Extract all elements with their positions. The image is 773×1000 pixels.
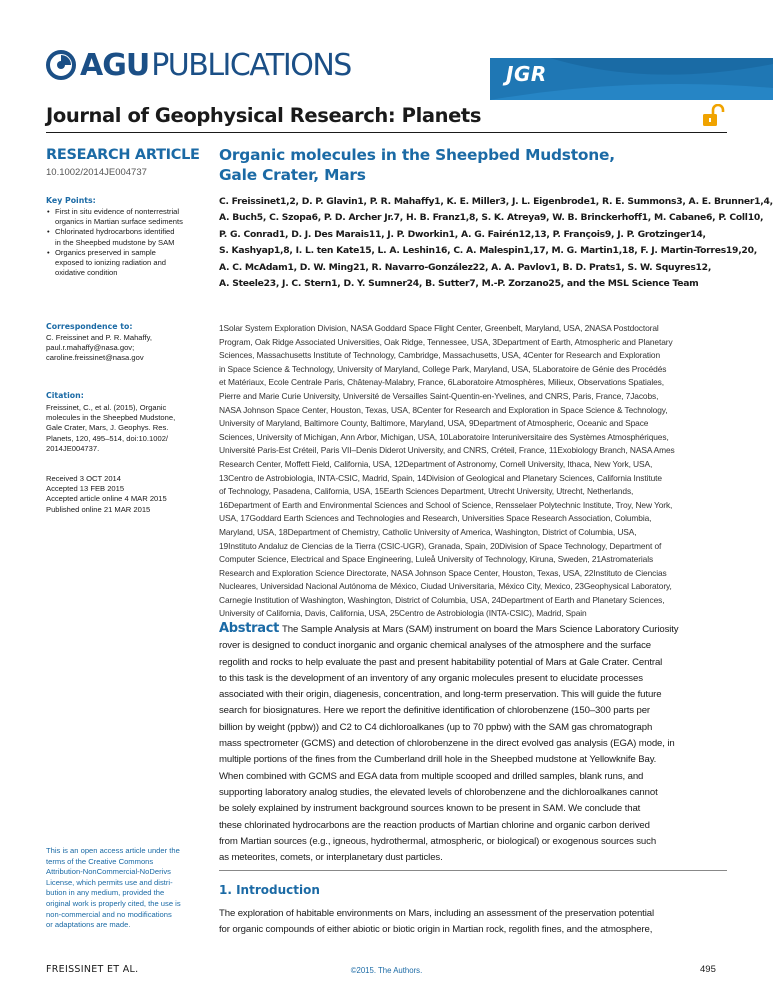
author-line: A. Buch5, C. Szopa6, P. D. Archer Jr.7, H. B. Franz1,8, S. K. Atreya9, W. B. Brinckerhoff1, M. Cabane6, P. Coll10,	[219, 212, 764, 224]
affiliation-line: Université Paris-Est Créteil, Paris VII–Denis Diderot University, and CNRS, Créteil, France, 11Exobiology Branch, NASA Ames	[219, 445, 675, 456]
affiliation-line: Maryland, USA, 18Department of Chemistry, Catholic University of America, Washington, District of Columbia, USA,	[219, 526, 637, 537]
email-link[interactable]: caroline.freissinet@nasa.gov	[46, 353, 144, 363]
affiliation-line: Program, Oak Ridge Associated Universities, Oak Ridge, Tennessee, USA, 3Department of Earth, Atmospheric and Planetary	[219, 336, 673, 347]
affiliation-line: of Technology, Pasadena, California, USA, 15Earth Sciences Department, Utrecht University, Utrecht, Netherlands,	[219, 486, 634, 497]
author-line: A. C. McAdam1, D. W. Ming21, R. Navarro-González22, A. A. Pavlov1, B. D. Prats1, S. W. Squyres12,	[219, 261, 712, 273]
open-access-lock-icon	[700, 104, 726, 128]
affiliation-line: in Space Science & Technology, University of Maryland, College Park, Maryland, USA, 5Laboratoire de Génie des Procédés	[219, 363, 667, 374]
abstract-line: these chlorinated hydrocarbons are the reaction products of Martian chlorine and organic carbon derived	[219, 819, 650, 831]
affiliation-line: NASA Johnson Space Center, Houston, Texas, USA, 8Center for Research and Exploration in Space Science & Technology,	[219, 404, 668, 415]
key-point: • Organics preserved in sample exposed to ionizing radiation and oxidative condition	[46, 248, 206, 279]
accepted-date: Accepted 13 FEB 2015	[46, 484, 125, 494]
abstract-line: regolith and rocks to help evaluate the past and present habitability potential of Mars at Gale Crater. Central	[219, 656, 663, 668]
paper-title: Organic molecules in the Sheepbed Mudstone, Gale Crater, Mars	[219, 146, 615, 184]
received-date: Received 3 OCT 2014	[46, 474, 121, 483]
publication-dates	[46, 474, 206, 515]
abstract-first-line: Abstract The Sample Analysis at Mars (SAM) instrument on board the Mars Science Laboratory Curiosity	[219, 621, 679, 636]
affiliation-line: Carnegie Institution of Washington, Washington, District of Columbia, USA, 24Department of Earth and Planetary Sciences,	[219, 594, 665, 605]
citation-block: Freissinet, C., et al. (2015), Organic molecules in the Sheepbed Mudstone, Gale Crater, Mars, J. Geophys. Res. Planets, 120, 495–514, doi:10.1002/ 2014JE004737.	[46, 403, 176, 453]
abstract-line: search for biosignatures. Here we report the definitive identification of chlorobenzene (150–300 parts per	[219, 705, 650, 717]
affiliation-line: 19Instituto Andaluz de Ciencias de la Tierra (CSIC-UGR), Granada, Spain, 20Division of Space Technology, Department of	[219, 540, 662, 551]
journal-title: Journal of Geophysical Research: Planets	[46, 104, 482, 127]
affiliations	[219, 322, 731, 621]
affiliation-line: 13Centro de Astrobiologia, INTA-CSIC, Madrid, Spain, 14Division of Geological and Planetary Sciences, California Institute	[219, 472, 662, 483]
affiliation-line: Nucleares, Universidad Nacional Autónoma de México, Ciudad Universitaria, México City, Mexico, 23Geophysical Laboratory,	[219, 581, 672, 592]
abstract-line: rover is designed to conduct inorganic and organic chemical analyses of the atmosphere and the surface	[219, 640, 652, 652]
abstract-line: associated with their origin, diagenesis, concentration, and long-term preservation. This will guide the future	[219, 689, 662, 701]
affiliation-line: University of Maryland, Baltimore County, Baltimore, Maryland, USA, 9Department of Atmospheric, Oceanic and Space	[219, 418, 649, 429]
affiliation-line: 16Department of Earth and Environmental Sciences and School of Science, Rensselaer Polytechnic Institute, Troy, New York,	[219, 499, 673, 510]
abstract-line: from Martian sources (e.g., igneous, hydrothermal, atmospheric, or biological) or exogenous sources such	[219, 835, 657, 847]
author-line: S. Kashyap1,8, I. L. ten Kate15, L. A. Leshin16, C. A. Malespin1,17, M. G. Martin1,18, F. J. Martin-Torres19,20,	[219, 245, 757, 257]
footer-author: FREISSINET ET AL.	[46, 964, 139, 975]
key-points-heading: Key Points:	[46, 196, 96, 205]
abstract-line: multiple portions of the fines from the Cumberland drill hole in the Sheepbed mudstone at Yellowknife Bay.	[219, 754, 657, 766]
abstract-line: to this task is the development of an inventory of any organic molecules present to elucidate processes	[219, 672, 643, 684]
email-link[interactable]: paul.r.mahaffy@nasa.gov;	[46, 343, 135, 353]
abstract	[219, 621, 731, 866]
intro-line: The exploration of habitable environments on Mars, including an assessment of the preservation potential	[219, 908, 654, 919]
page-number: 495	[700, 964, 716, 975]
online-date: Accepted article online 4 MAR 2015	[46, 494, 167, 504]
affiliation-line: Computer Science, Electrical and Space Engineering, Luleå University of Technology, Kiruna, Sweden, 21Astromaterials	[219, 554, 654, 565]
agu-publications-logo	[46, 46, 351, 84]
published-date: Published online 21 MAR 2015	[46, 504, 151, 514]
affiliation-line: Sciences, Massachusetts Institute of Technology, Cambridge, Massachusetts, USA, 4Center for Research and Exploration	[219, 350, 661, 361]
introduction-text	[219, 906, 731, 939]
intro-line: for organic compounds of either abiotic or biotic origin in Martian rock, regolith fines, and the atmosphere,	[219, 924, 653, 936]
abstract-line: supporting laboratory analog studies, the elevated levels of chlorobenzene and the dichloroalkanes cannot	[219, 786, 658, 798]
abstract-line: When combined with GCMS and EGA data from multiple scooped and drilled samples, blank runs, and	[219, 770, 644, 782]
author-line: A. Steele23, J. C. Stern1, D. Y. Sumner24, B. Sutter7, M.-P. Zorzano25, and the MSL Science Team	[219, 278, 699, 290]
affiliation-line: Sciences, University of Michigan, Ann Arbor, Michigan, USA, 10Laboratoire Interuniversitaire des Systèmes Atmosphériques,	[219, 431, 669, 442]
affiliation-line: et Matériaux, Ecole Centrale Paris, Châtenay-Malabry, France, 6Laboratoire Atmosphères, Milieux, Observations Spatiales,	[219, 377, 664, 388]
abstract-line: be solely explained by instrument background sources known to be present in SAM. We conclude that	[219, 803, 641, 815]
correspondence-names: C. Freissinet and P. R. Mahaffy,	[46, 333, 152, 342]
key-point: • First in situ evidence of nonterrestrial organics in Martian surface sediments	[46, 207, 206, 227]
introduction-heading: 1. Introduction	[219, 883, 320, 897]
affiliation-line: University of California, Davis, California, USA, 25Centro de Astrobiologia (INTA-CSIC), Madrid, Spain	[219, 608, 587, 619]
key-points-list	[46, 207, 206, 278]
open-access-note: This is an open access article under the terms of the Creative Commons Attribution-NonCommercial-NoDerivs License, which permits use and distri- bution in any medium, provided the original work is properly cited, the use is non-commercial and no modifications or adaptations are made.	[46, 846, 181, 930]
jgr-badge-label: JGR	[506, 62, 547, 86]
publications-wordmark: PUBLICATIONS	[151, 47, 351, 83]
section-divider	[219, 870, 727, 871]
author-line: P. G. Conrad1, D. J. Des Marais11, J. P. Dworkin1, A. G. Fairén12,13, P. François9, J. P. Grotzinger14,	[219, 228, 706, 240]
abstract-line: mass spectrometer (GCMS) and detection of chlorobenzene in the direct evolved gas analysis (EGA) mode, in	[219, 738, 675, 750]
affiliation-line: 1Solar System Exploration Division, NASA Goddard Space Flight Center, Greenbelt, Maryland, USA, 2NASA Postdoctoral	[219, 323, 659, 333]
agu-wordmark: AGU	[80, 47, 150, 83]
author-list	[219, 194, 773, 292]
correspondence-heading: Correspondence to:	[46, 322, 133, 331]
article-type-label: RESEARCH ARTICLE	[46, 147, 200, 163]
header-divider	[46, 132, 727, 133]
abstract-line: billion by weight (ppbw)) and C2 to C4 dichloroalkanes (up to 70 ppbw) with the SAM gas chromatograph	[219, 721, 653, 733]
affiliation-line: Research Center, Moffett Field, California, USA, 12Department of Astronomy, Cornell University, Ithaca, New York, USA,	[219, 458, 653, 469]
affiliation-line: Pierre and Marie Curie University, Université de Versailles Saint-Quentin-en-Yvelines, and CNRS, Paris, France, 7Jacobs,	[219, 390, 659, 401]
affiliation-line: USA, 17Goddard Earth Sciences and Technologies and Research, Universities Space Research Association, Columbia,	[219, 513, 652, 524]
citation-heading: Citation:	[46, 391, 84, 400]
affiliation-line: Research and Exploration Science Directorate, NASA Johnson Space Center, Houston, Texas, USA, 22Instituto de Ciencias	[219, 567, 667, 578]
agu-globe-icon	[46, 50, 76, 80]
abstract-label: Abstract	[219, 621, 280, 636]
abstract-line: as meteorites, comets, or interplanetary dust particles.	[219, 852, 443, 864]
author-line: C. Freissinet1,2, D. P. Glavin1, P. R. Mahaffy1, K. E. Miller3, J. L. Eigenbrode1, R. E. Summons3, A. E. Brunner1,4,	[219, 196, 773, 207]
footer-copyright: ©2015. The Authors.	[350, 966, 423, 975]
key-point: • Chlorinated hydrocarbons identified in the Sheepbed mudstone by SAM	[46, 227, 206, 247]
correspondence-block	[46, 333, 206, 364]
doi-text: 10.1002/2014JE004737	[46, 167, 147, 178]
